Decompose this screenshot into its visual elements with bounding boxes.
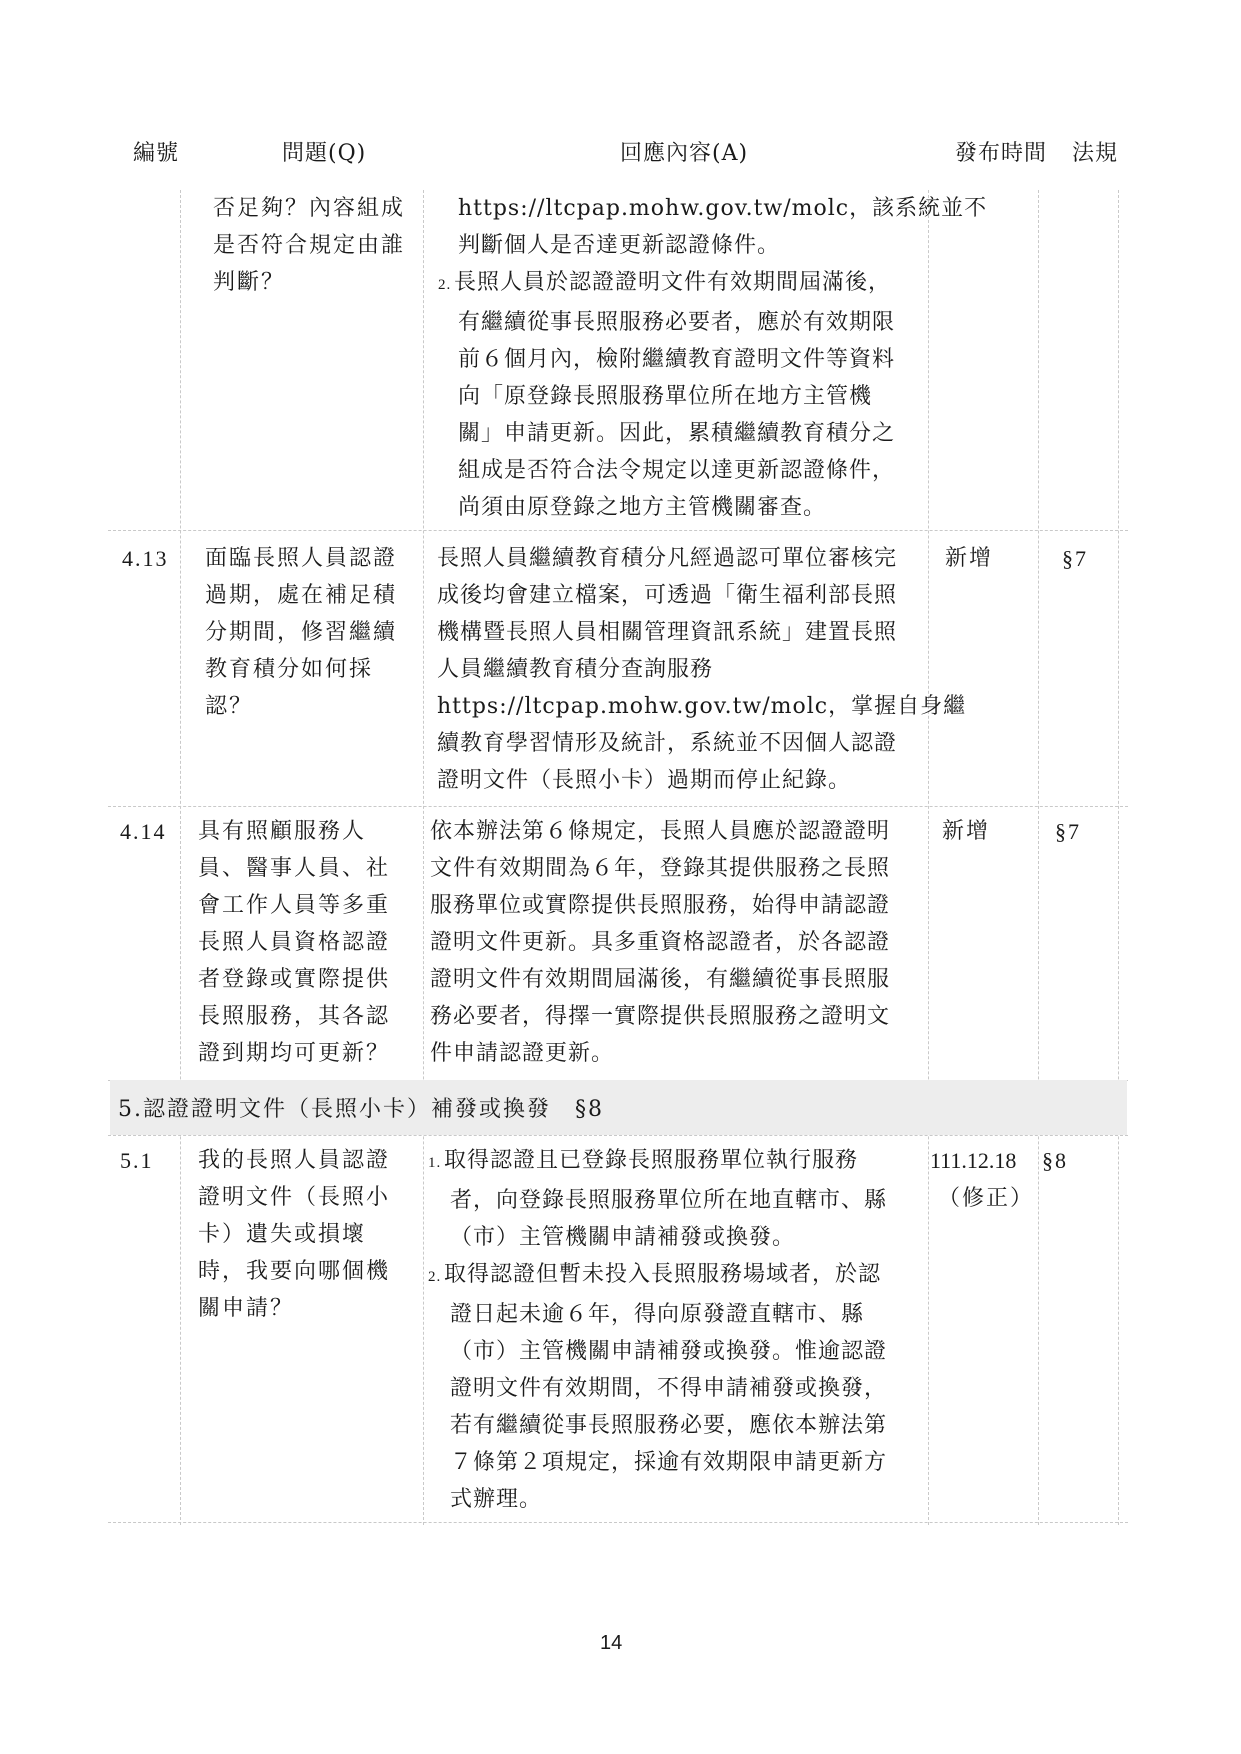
grid-line	[180, 190, 181, 1525]
grid-line	[108, 806, 1128, 807]
row-date: 新增	[945, 546, 994, 571]
row-question: 面臨長照人員認證 過期，處在補足積 分期間，修習繼續 教育積分如何採 認？	[205, 546, 398, 719]
header-answer: 回應內容(A)	[620, 141, 749, 166]
row-law: §7	[1062, 546, 1088, 571]
section-title: 5.認證證明文件（長照小卡）補發或換發 §8	[118, 1097, 604, 1122]
grid-line	[423, 190, 424, 1525]
row-answer: 長照人員繼續教育積分凡經過認可單位審核完 成後均會建立檔案，可透過「衛生福利部長照 機構暨長照人員相關管理資訊系統」建置長照 人員繼續教育積分查詢服務 https://ltcpap.mohw.gov.tw/molc，掌握自身繼 續教育學習情形及統計，系統並不因個人認證 證明文件（長照小卡）過期而停止紀錄。	[437, 546, 967, 793]
header-date: 發布時間	[955, 141, 1048, 166]
grid-line	[108, 530, 1128, 531]
row-law: §8	[1042, 1148, 1068, 1173]
header-number: 編號	[133, 141, 180, 166]
row-question: 具有照顧服務人 員、醫事人員、社 會工作人員等多重 長照人員資格認證 者登錄或實際提供 長照服務，其各認 證到期均可更新？	[198, 819, 391, 1066]
row-date: 新增	[942, 819, 991, 844]
page-number: 14	[600, 1632, 623, 1654]
row-question: 我的長照人員認證 證明文件（長照小 卡）遺失或損壞 時，我要向哪個機 關申請？	[198, 1148, 391, 1321]
grid-line	[108, 1522, 1128, 1523]
row-number: 5.1	[120, 1148, 154, 1173]
header-question: 問題(Q)	[282, 141, 367, 166]
grid-line	[108, 1135, 1128, 1136]
header-law: 法規	[1072, 141, 1119, 166]
continued-question: 否足夠？內容組成 是否符合規定由誰 判斷？	[213, 196, 406, 295]
row-number: 4.14	[120, 819, 167, 844]
row-answer: 依本辦法第６條規定，長照人員應於認證證明 文件有效期間為６年，登錄其提供服務之長照 服務單位或實際提供長照服務，始得申請認證 證明文件更新。具多重資格認證者，於各認證 證明文件有效期間屆滿後，有繼續從事長照服 務必要者，得擇一實際提供長照服務之證明文 件申請認證更新。	[430, 819, 891, 1066]
grid-line	[1118, 190, 1119, 1525]
continued-answer: https://ltcpap.mohw.gov.tw/molc，該系統並不 判斷個人是否達更新認證條件。 2. 長照人員於認證證明文件有效期間屆滿後， 有繼續從事長照服務必要者，應於有效期限 前６個月內，檢附繼續教育證明文件等資料 向「原登錄長照服務單位所在地方主管機 關」申請更新。因此，累積繼續教育積分之 組成是否符合法令規定以達更新認證條件， 尚須由原登錄之地方主管機關審查。	[438, 196, 988, 520]
row-number: 4.13	[122, 546, 169, 571]
row-date-note: （修正）	[938, 1186, 1035, 1211]
row-date: 111.12.18	[930, 1148, 1017, 1173]
row-law: §7	[1055, 819, 1081, 844]
row-answer: 1. 取得認證且已登錄長照服務單位執行服務 者，向登錄長照服務單位所在地直轄市、縣 （市）主管機關申請補發或換發。 2. 取得認證但暫未投入長照服務場域者，於認 證日起未逾６年，得向原發證直轄市、縣 （市）主管機關申請補發或換發。惟逾認證 證明文件有效期間，不得申請補發或換發， 若有繼續從事長照服務必要，應依本辦法第 ７條第２項規定，採逾有效期限申請更新方 式辦理。	[428, 1148, 888, 1512]
grid-line	[1038, 190, 1039, 1525]
